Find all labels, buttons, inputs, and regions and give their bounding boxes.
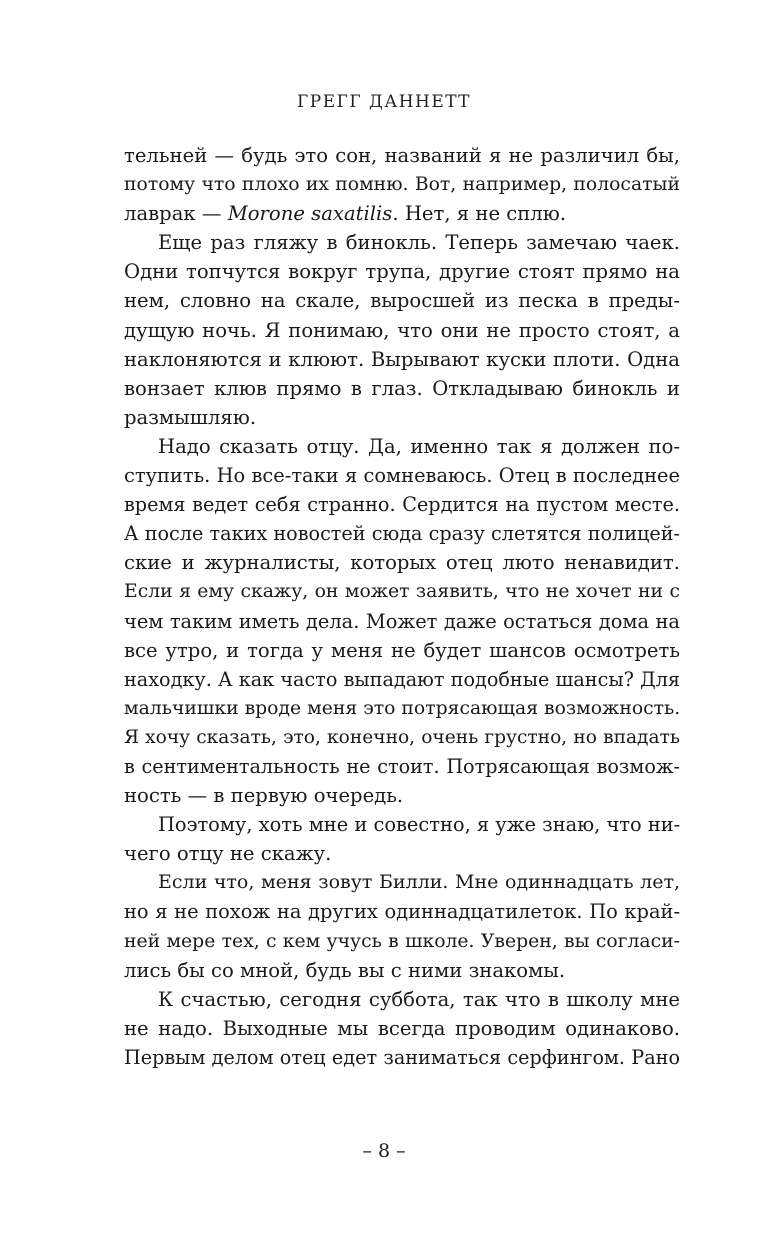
paragraph — [124, 868, 680, 984]
paragraph — [124, 810, 680, 868]
paragraph — [124, 228, 680, 432]
text-line: время ведет себя странно. Сердится на пустом месте. — [124, 493, 680, 517]
text-line: не надо. Выходные мы всегда проводим одинаково. — [124, 1016, 680, 1040]
paragraph — [124, 141, 680, 228]
text-fragment: . Нет, я не сплю. — [392, 202, 567, 226]
paragraph — [124, 432, 680, 810]
text-line: Первым делом отец едет заниматься серфингом. Рано — [124, 1045, 680, 1069]
text-line: наклоняются и клюют. Вырывают куски плоти. Одна — [124, 347, 680, 371]
text-line: мальчишки вроде меня это потрясающая возможность. — [124, 697, 681, 719]
text-line: но я не похож на других одиннадцатилеток. По край- — [124, 900, 680, 924]
text-line: ступить. Но все-таки я сомневаюсь. Отец в последнее — [124, 464, 680, 488]
text-line: Если что, меня зовут Билли. Мне одиннадцать лет, — [158, 871, 680, 894]
text-line: тельней — будь это сон, названий я не различил бы, — [124, 144, 680, 167]
text-line: чего отцу не скажу. — [124, 842, 332, 866]
text-line: Надо сказать отцу. Да, именно так я должен по- — [158, 434, 680, 458]
text-line: Поэтому, хоть мне и совестно, я уже знаю, что ни- — [158, 813, 681, 837]
page-number: – 8 – — [362, 1140, 406, 1162]
text-line: К счастью, сегодня суббота, так что в школу мне — [158, 987, 680, 1011]
text-fragment: лаврак — — [124, 202, 228, 226]
text-line: ские и журналисты, которых отец люто ненавидит. — [124, 551, 680, 575]
text-line: вонзает клюв прямо в глаз. Откладываю бинокль и — [124, 376, 680, 400]
text-line: А после таких новостей сюда сразу слетятся полицей- — [124, 522, 680, 546]
text-line: находку. А как часто выпадают подобные шансы? Для — [124, 667, 680, 691]
text-line: в сентиментальность не стоит. Потрясающая возмож- — [124, 754, 680, 778]
text-line — [124, 199, 680, 228]
text-line: Еще раз гляжу в бинокль. Теперь замечаю чаек. — [158, 231, 680, 255]
text-line: размышляю. — [124, 405, 257, 429]
text-line: Я хочу сказать, это, конечно, очень грустно, но впадать — [124, 726, 680, 748]
text-line: лись бы со мной, будь вы с ними знакомы. — [124, 958, 566, 982]
text-line: нем, словно на скале, выросшей из песка в преды- — [124, 289, 680, 313]
text-line: Одни топчутся вокруг трупа, другие стоят прямо на — [124, 260, 680, 284]
body-text — [124, 141, 680, 1072]
text-line: Если я ему скажу, он может заявить, что не хочет ни с — [124, 581, 680, 603]
text-line: дущую ночь. Я понимаю, что они не просто стоят, а — [124, 318, 680, 342]
text-line: все утро, и тогда у меня не будет шансов осмотреть — [124, 638, 680, 662]
text-line: ней мере тех, с кем учусь в школе. Уверен, вы согласи- — [124, 930, 680, 952]
text-line: чем таким иметь дела. Может даже остаться дома на — [124, 609, 680, 633]
paragraph — [124, 985, 680, 1072]
text-line: ность — в первую очередь. — [124, 784, 404, 808]
text-line: потому что плохо их помню. Вот, например, полосатый — [124, 174, 680, 196]
italic-latin-name: Morone saxatilis — [227, 202, 393, 226]
running-head: ГРЕГГ ДАННЕТТ — [297, 92, 471, 112]
